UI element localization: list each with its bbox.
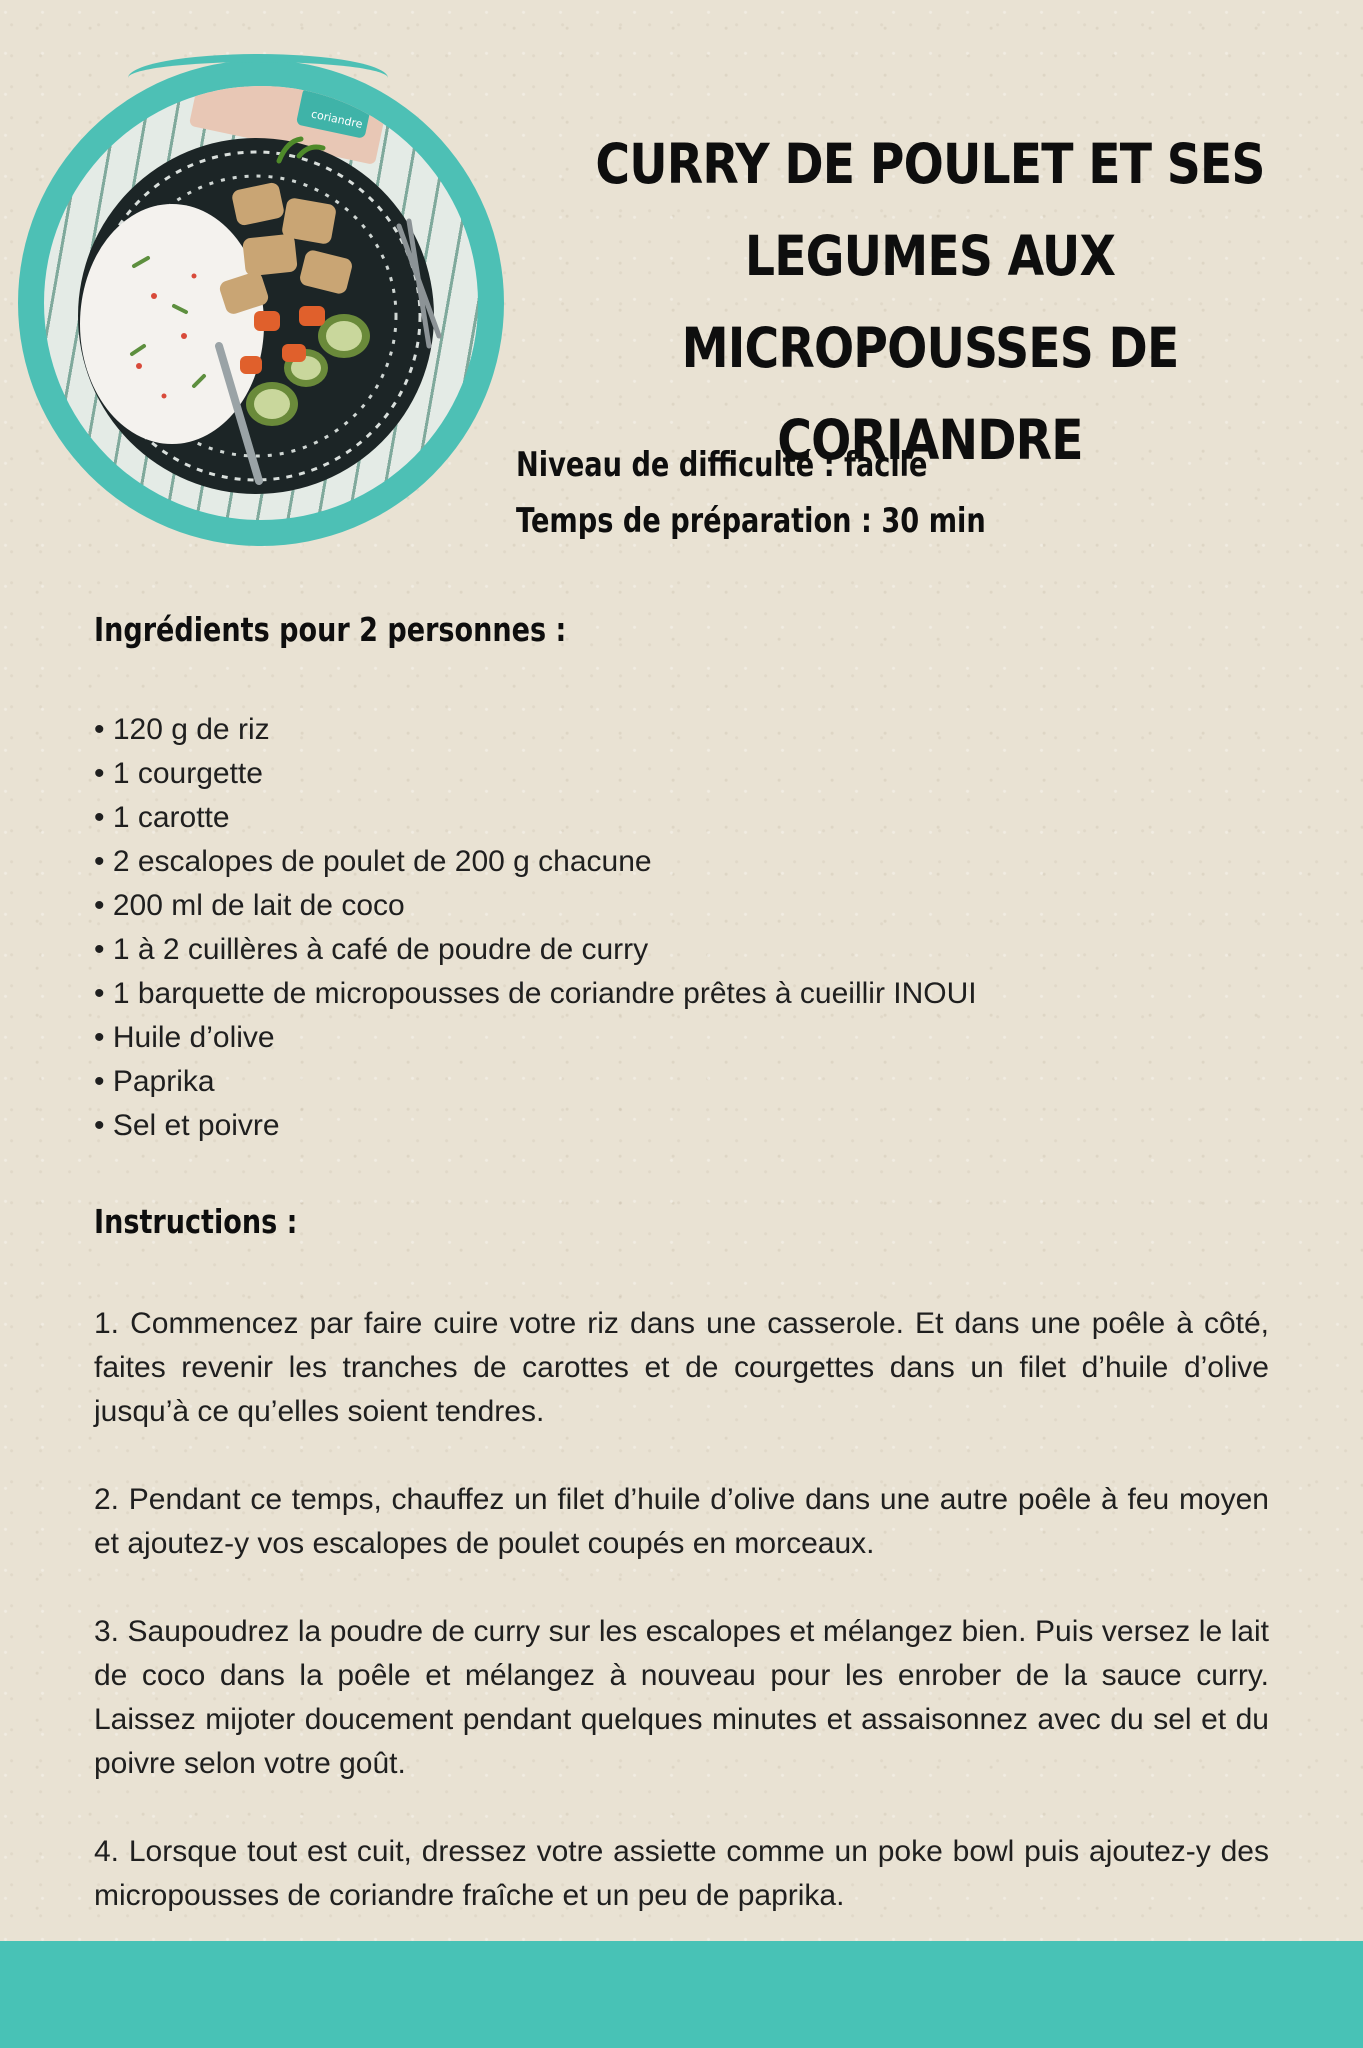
ingredient-item: • 200 ml de lait de coco — [94, 884, 977, 928]
ingredient-item: • 2 escalopes de poulet de 200 g chacune — [94, 840, 977, 884]
instruction-step-2: 2. Pendant ce temps, chauffez un filet d’huile d’olive dans une autre poêle à feu moyen et ajoutez-y vos escalopes de poulet coupés en morceaux. — [94, 1483, 1269, 1560]
ingredient-list — [94, 708, 977, 1148]
ingredient-item: • 1 carotte — [94, 796, 977, 840]
ingredient-item: • 1 à 2 cuillères à café de poudre de curry — [94, 928, 977, 972]
ingredient-item: • 120 g de riz — [94, 708, 977, 752]
recipe-meta — [516, 437, 986, 549]
ingredient-item: • 1 barquette de micropousses de coriandre prêtes à cueillir INOUI — [94, 972, 977, 1016]
instructions-heading: Instructions : — [94, 1202, 298, 1241]
ingredient-item: • Paprika — [94, 1060, 977, 1104]
instruction-step-1: 1. Commencez par faire cuire votre riz dans une casserole. Et dans une poêle à côté, faites revenir les tranches de carottes et de courgettes dans un filet d’huile d’olive jusqu’à ce qu’elles soient tendres. — [94, 1307, 1269, 1428]
dish-photo — [18, 60, 504, 546]
ingredient-item: • 1 courgette — [94, 752, 977, 796]
dish-illustration — [44, 86, 478, 520]
dish-image — [44, 86, 478, 520]
prep-time-label: Temps de préparation : 30 min — [516, 501, 986, 541]
instruction-step-4: 4. Lorsque tout est cuit, dressez votre assiette comme un poke bowl puis ajoutez-y des micropousses de coriandre fraîche et un peu de paprika. — [94, 1835, 1269, 1912]
difficulty-label: Niveau de difficulté : facile — [516, 445, 928, 485]
instruction-step-3: 3. Saupoudrez la poudre de curry sur les escalopes et mélangez bien. Puis versez le lait de coco dans la poêle et mélangez à nouveau pour les enrober de la sauce curry. Laissez mijoter doucement pendant quelques minutes et assaisonnez avec du sel et du poivre selon votre goût. — [94, 1615, 1269, 1780]
ingredient-item: • Sel et poivre — [94, 1104, 977, 1148]
footer-bar — [0, 1941, 1363, 2048]
recipe-title: CURRY DE POULET ET SES LEGUMES AUX MICROPOUSSES DE CORIANDRE — [595, 132, 1265, 472]
package-label: coriandre — [309, 107, 364, 131]
ingredient-item: • Huile d’olive — [94, 1016, 977, 1060]
ingredients-heading: Ingrédients pour 2 personnes : — [94, 610, 567, 649]
